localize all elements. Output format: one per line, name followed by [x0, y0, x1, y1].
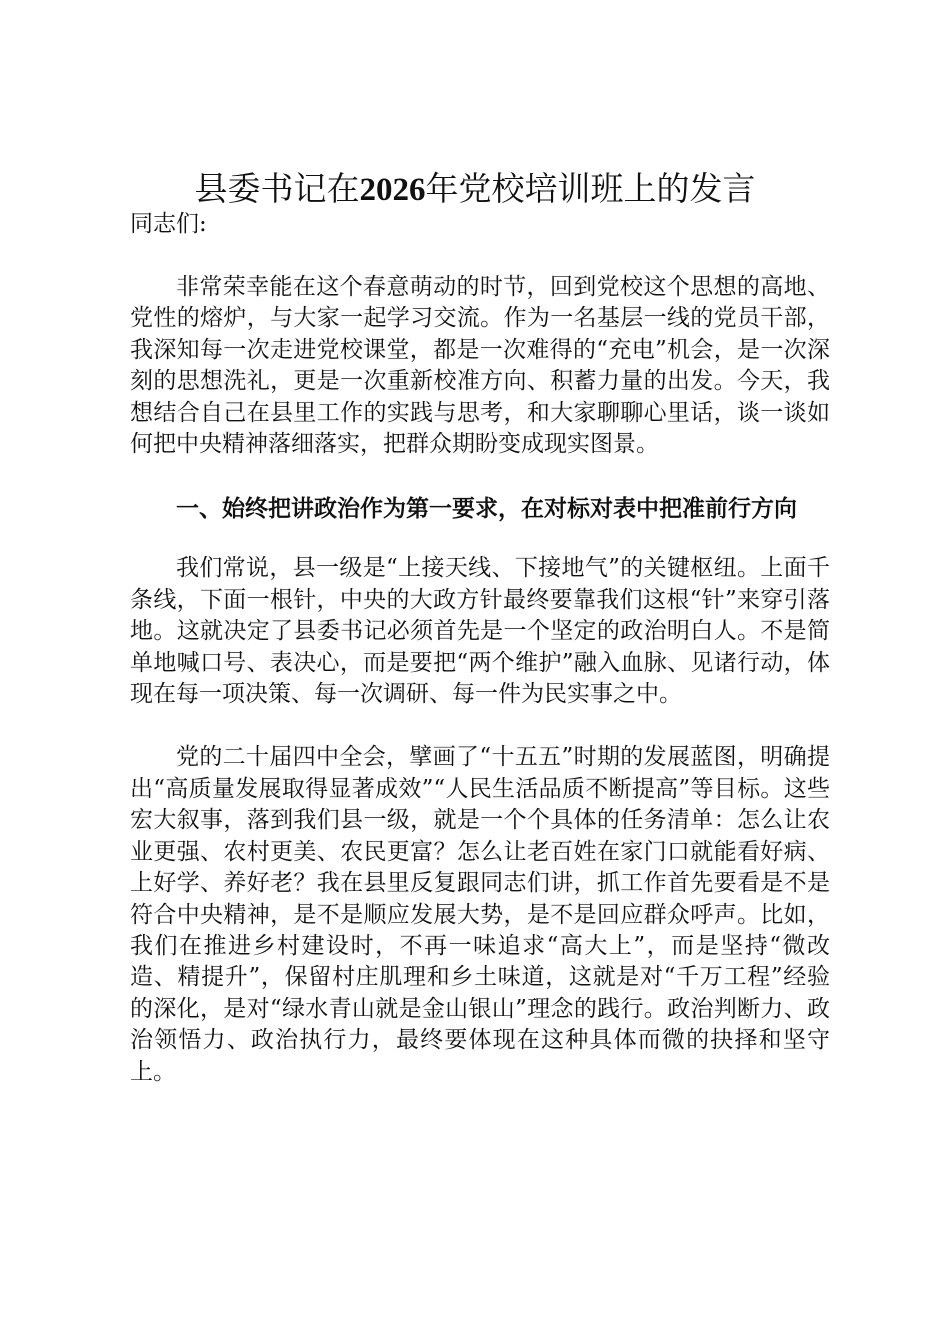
paragraph-body-1: 我们常说，县一级是“上接天线、下接地气”的关键枢纽。上面千条线，下面一根针，中央的大政方针最终要靠我们这根“针”来穿引落地。这就决定了县委书记必须首先是一个坚定的政治明白人。不是简单地喊口号、表决心，而是要把“两个维护”融入血脉、见诸行动，体现在每一项决策、每一次调研、每一件为民实事之中。: [130, 555, 830, 708]
title-part-1: 县委书记在: [194, 169, 360, 208]
salutation: 同志们:: [130, 211, 207, 237]
paragraph-body-2: 党的二十届四中全会，擘画了“十五五”时期的发展蓝图，明确提出“高质量发展取得显著成效”“人民生活品质不断提高”等目标。这些宏大叙事，落到我们县一级，就是一个个具体的任务清单：怎么让农业更强、农村更美、农民更富？怎么让老百姓在家门口就能看好病、上好学、养好老？我在县里反复跟同志们讲，抓工作首先要看是不是符合中央精神，是不是顺应发展大势，是不是回应群众呼声。比如，我们在推进乡村建设时，不再一味追求“高大上”，而是坚持“微改造、精提升”，保留村庄肌理和乡土味道，这就是对“千万工程”经验的深化，是对“绿水青山就是金山银山”理念的践行。政治判断力、政治领悟力、政治执行力，最终要体现在这种具体而微的抉择和坚守上。: [130, 744, 830, 1085]
title-part-2: 年党校培训班上的发言: [425, 169, 756, 208]
title-year: 2026: [359, 172, 426, 208]
section-heading-1: 一、始终把讲政治作为第一要求，在对标对表中把准前行方向: [176, 495, 797, 523]
paragraph-intro: 非常荣幸能在这个春意萌动的时节，回到党校这个思想的高地、党性的熔炉，与大家一起学习交流。作为一名基层一线的党员干部，我深知每一次走进党校课堂，都是一次难得的“充电”机会，是一次深刻的思想洗礼，更是一次重新校准方向、积蓄力量的出发。今天，我想结合自己在县里工作的实践与思考，和大家聊聊心里话，谈一谈如何把中央精神落细落实，把群众期盼变成现实图景。: [130, 274, 830, 458]
document-body: [130, 206, 830, 1120]
